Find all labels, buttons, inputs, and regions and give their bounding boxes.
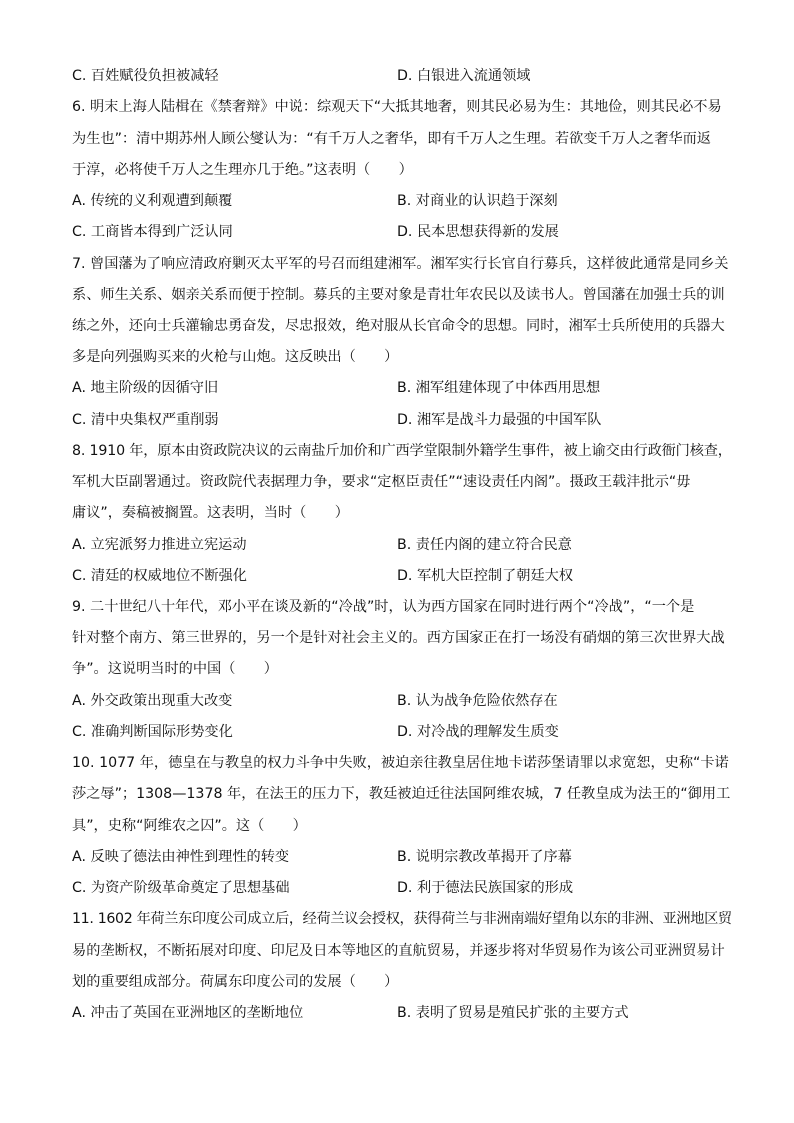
question-10-stem-line-3: 具”，史称“阿维农之囚”。这（ ） [72, 818, 307, 834]
question-6-stem-line-3: 于淳，必将使千万人之生理亦几于绝。”这表明（ ） [72, 162, 413, 178]
question-7-option-a: A. 地主阶级的因循守旧 [72, 380, 219, 396]
question-8-option-c: C. 清廷的权威地位不断强化 [72, 568, 247, 584]
question-10-stem-line-1: 10. 1077 年，德皇在与教皇的权力斗争中失败，被迫亲往教皇居住地卡诺莎堡请罪以求宽恕，史称“卡诺 [72, 755, 729, 771]
question-8-option-d: D. 军机大臣控制了朝廷大权 [397, 568, 574, 584]
question-11-stem-line-2: 易的垄断权，不断拓展对印度、印尼及日本等地区的直航贸易，并逐步将对华贸易作为该公司亚洲贸易计 [72, 943, 725, 959]
question-6-option-a: A. 传统的义利观遭到颠覆 [72, 193, 233, 209]
question-6-option-d: D. 民本思想获得新的发展 [397, 224, 559, 240]
question-11-stem-line-1: 11. 1602 年荷兰东印度公司成立后，经荷兰议会授权，获得荷兰与非洲南端好望角以东的非洲、亚洲地区贸 [72, 911, 732, 927]
question-9-stem-line-2: 针对整个南方、第三世界的，另一个是针对社会主义的。西方国家正在打一场没有硝烟的第三次世界大战 [72, 630, 725, 646]
question-6-stem-line-1: 6. 明末上海人陆楫在《禁奢辩》中说：综观天下“大抵其地奢，则其民必易为生：其地俭，则其民必不易 [72, 99, 722, 115]
prev-option-d: D. 白银进入流通领域 [397, 68, 531, 84]
question-9-option-c: C. 准确判断国际形势变化 [72, 724, 233, 740]
question-11-stem-line-3: 划的重要组成部分。荷属东印度公司的发展（ ） [72, 974, 399, 990]
question-10-option-a: A. 反映了德法由神性到理性的转变 [72, 849, 290, 865]
question-6-option-c: C. 工商皆本得到广泛认同 [72, 224, 233, 240]
question-10-option-d: D. 利于德法民族国家的形成 [397, 880, 574, 896]
question-10-stem-line-2: 莎之辱”；1308—1378 年，在法王的压力下，教廷被迫迁往法国阿维农城，7 任教皇成为法王的“御用工 [72, 786, 731, 802]
question-8-stem-line-3: 庸议”，奏稿被搁置。这表明，当时（ ） [72, 505, 349, 521]
question-9-option-b: B. 认为战争危险依然存在 [397, 693, 558, 709]
question-9-option-a: A. 外交政策出现重大改变 [72, 693, 233, 709]
question-7-stem-line-2: 系、师生关系、姻亲关系而便于控制。募兵的主要对象是青壮年农民以及读书人。曾国藩在加强士兵的训 [72, 287, 725, 303]
question-10-option-c: C. 为资产阶级革命奠定了思想基础 [72, 880, 290, 896]
question-8-option-b: B. 责任内阁的建立符合民意 [397, 537, 572, 553]
question-6-option-b: B. 对商业的认识趋于深刻 [397, 193, 558, 209]
question-11-option-b: B. 表明了贸易是殖民扩张的主要方式 [397, 1005, 629, 1021]
prev-option-c: C. 百姓赋役负担被减轻 [72, 68, 219, 84]
question-9-stem-line-3: 争”。这说明当时的中国（ ） [72, 661, 278, 677]
question-11-option-a: A. 冲击了英国在亚洲地区的垄断地位 [72, 1005, 304, 1021]
question-8-stem-line-2: 军机大臣副署通过。资政院代表据理力争，要求“定枢臣责任”“速设责任内阁”。摄政王载沣批示“毋 [72, 474, 691, 490]
question-8-stem-line-1: 8. 1910 年，原本由资政院决议的云南盐斤加价和广西学堂限制外籍学生事件，被上谕交由行政衙门核查， [72, 443, 732, 459]
question-8-option-a: A. 立宪派努力推进立宪运动 [72, 537, 247, 553]
question-7-option-d: D. 湘军是战斗力最强的中国军队 [397, 412, 602, 428]
question-7-stem-line-3: 练之外，还向士兵灌输忠勇奋发，尽忠报效，绝对服从长官命令的思想。同时，湘军士兵所使用的兵器大 [72, 318, 725, 334]
question-7-option-b: B. 湘军组建体现了中体西用思想 [397, 380, 601, 396]
question-7-option-c: C. 清中央集权严重削弱 [72, 412, 219, 428]
question-9-stem-line-1: 9. 二十世纪八十年代，邓小平在谈及新的“冷战”时，认为西方国家在同时进行两个“冷战”，“一个是 [72, 599, 695, 615]
question-10-option-b: B. 说明宗教改革揭开了序幕 [397, 849, 572, 865]
question-6-stem-line-2: 为生也”：清中期苏州人顾公燮认为：“有千万人之奢华，即有千万人之生理。若欲变千万人之奢华而返 [72, 131, 711, 147]
question-7-stem-line-4: 多是向列强购买来的火枪与山炮。这反映出（ ） [72, 349, 399, 365]
question-9-option-d: D. 对冷战的理解发生质变 [397, 724, 559, 740]
question-7-stem-line-1: 7. 曾国藩为了响应清政府剿灭太平军的号召而组建湘军。湘军实行长官自行募兵，这样彼此通常是同乡关 [72, 256, 729, 272]
